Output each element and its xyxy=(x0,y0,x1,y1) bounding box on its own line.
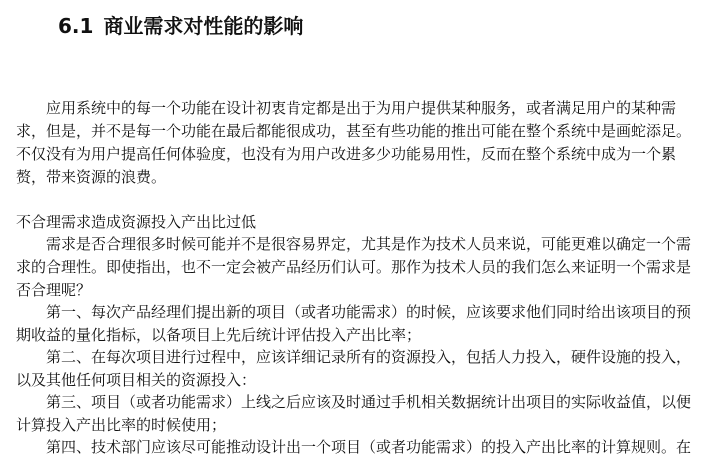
paragraph-line: 第四、技术部门应该尽可能推动设计出一个项目（或者功能需求）的投入产出比率的计算规则。在 xyxy=(46,438,692,456)
section-heading xyxy=(58,12,303,40)
paragraph-line: 不仅没有为用户提高任何体验度，也没有为用户改进多少功能易用性，反而在整个系统中成为一个累 xyxy=(16,145,677,163)
paragraph-line: 否合理呢？ xyxy=(16,281,92,299)
subheading: 不合理需求造成资源投入产出比过低 xyxy=(16,213,257,231)
section-number: 6.1 xyxy=(58,14,94,38)
paragraph-line: 计算投入产出比率的时候使用； xyxy=(16,416,227,434)
paragraph-line: 应用系统中的每一个功能在设计初衷肯定都是出于为用户提供某种服务，或者满足用户的某种需 xyxy=(46,99,677,117)
paragraph-line: 第二、在每次项目进行过程中，应该详细记录所有的资源投入，包括人力投入，硬件设施的投入， xyxy=(46,348,692,366)
paragraph-line: 以及其他任何项目相关的资源投入： xyxy=(16,371,257,389)
paragraph-line: 求的合理性。即使指出，也不一定会被产品经历们认可。那作为技术人员的我们怎么来证明一个需求是 xyxy=(16,258,692,276)
paragraph-line: 求，但是，并不是每一个功能在最后都能很成功，甚至有些功能的推出可能在整个系统中是画蛇添足。 xyxy=(16,122,692,140)
paragraph-line: 期收益的量化指标，以备项目上先后统计评估投入产出比率； xyxy=(16,326,422,344)
paragraph-line: 第一、每次产品经理们提出新的项目（或者功能需求）的时候，应该要求他们同时给出该项目的预 xyxy=(46,303,692,321)
paragraph-line: 赘，带来资源的浪费。 xyxy=(16,168,167,186)
section-title: 商业需求对性能的影响 xyxy=(103,14,304,38)
paragraph-line: 第三、项目（或者功能需求）上线之后应该及时通过手机相关数据统计出项目的实际收益值，以便 xyxy=(46,393,692,411)
paragraph-line: 需求是否合理很多时候可能并不是很容易界定，尤其是作为技术人员来说，可能更难以确定一个需 xyxy=(46,235,692,253)
